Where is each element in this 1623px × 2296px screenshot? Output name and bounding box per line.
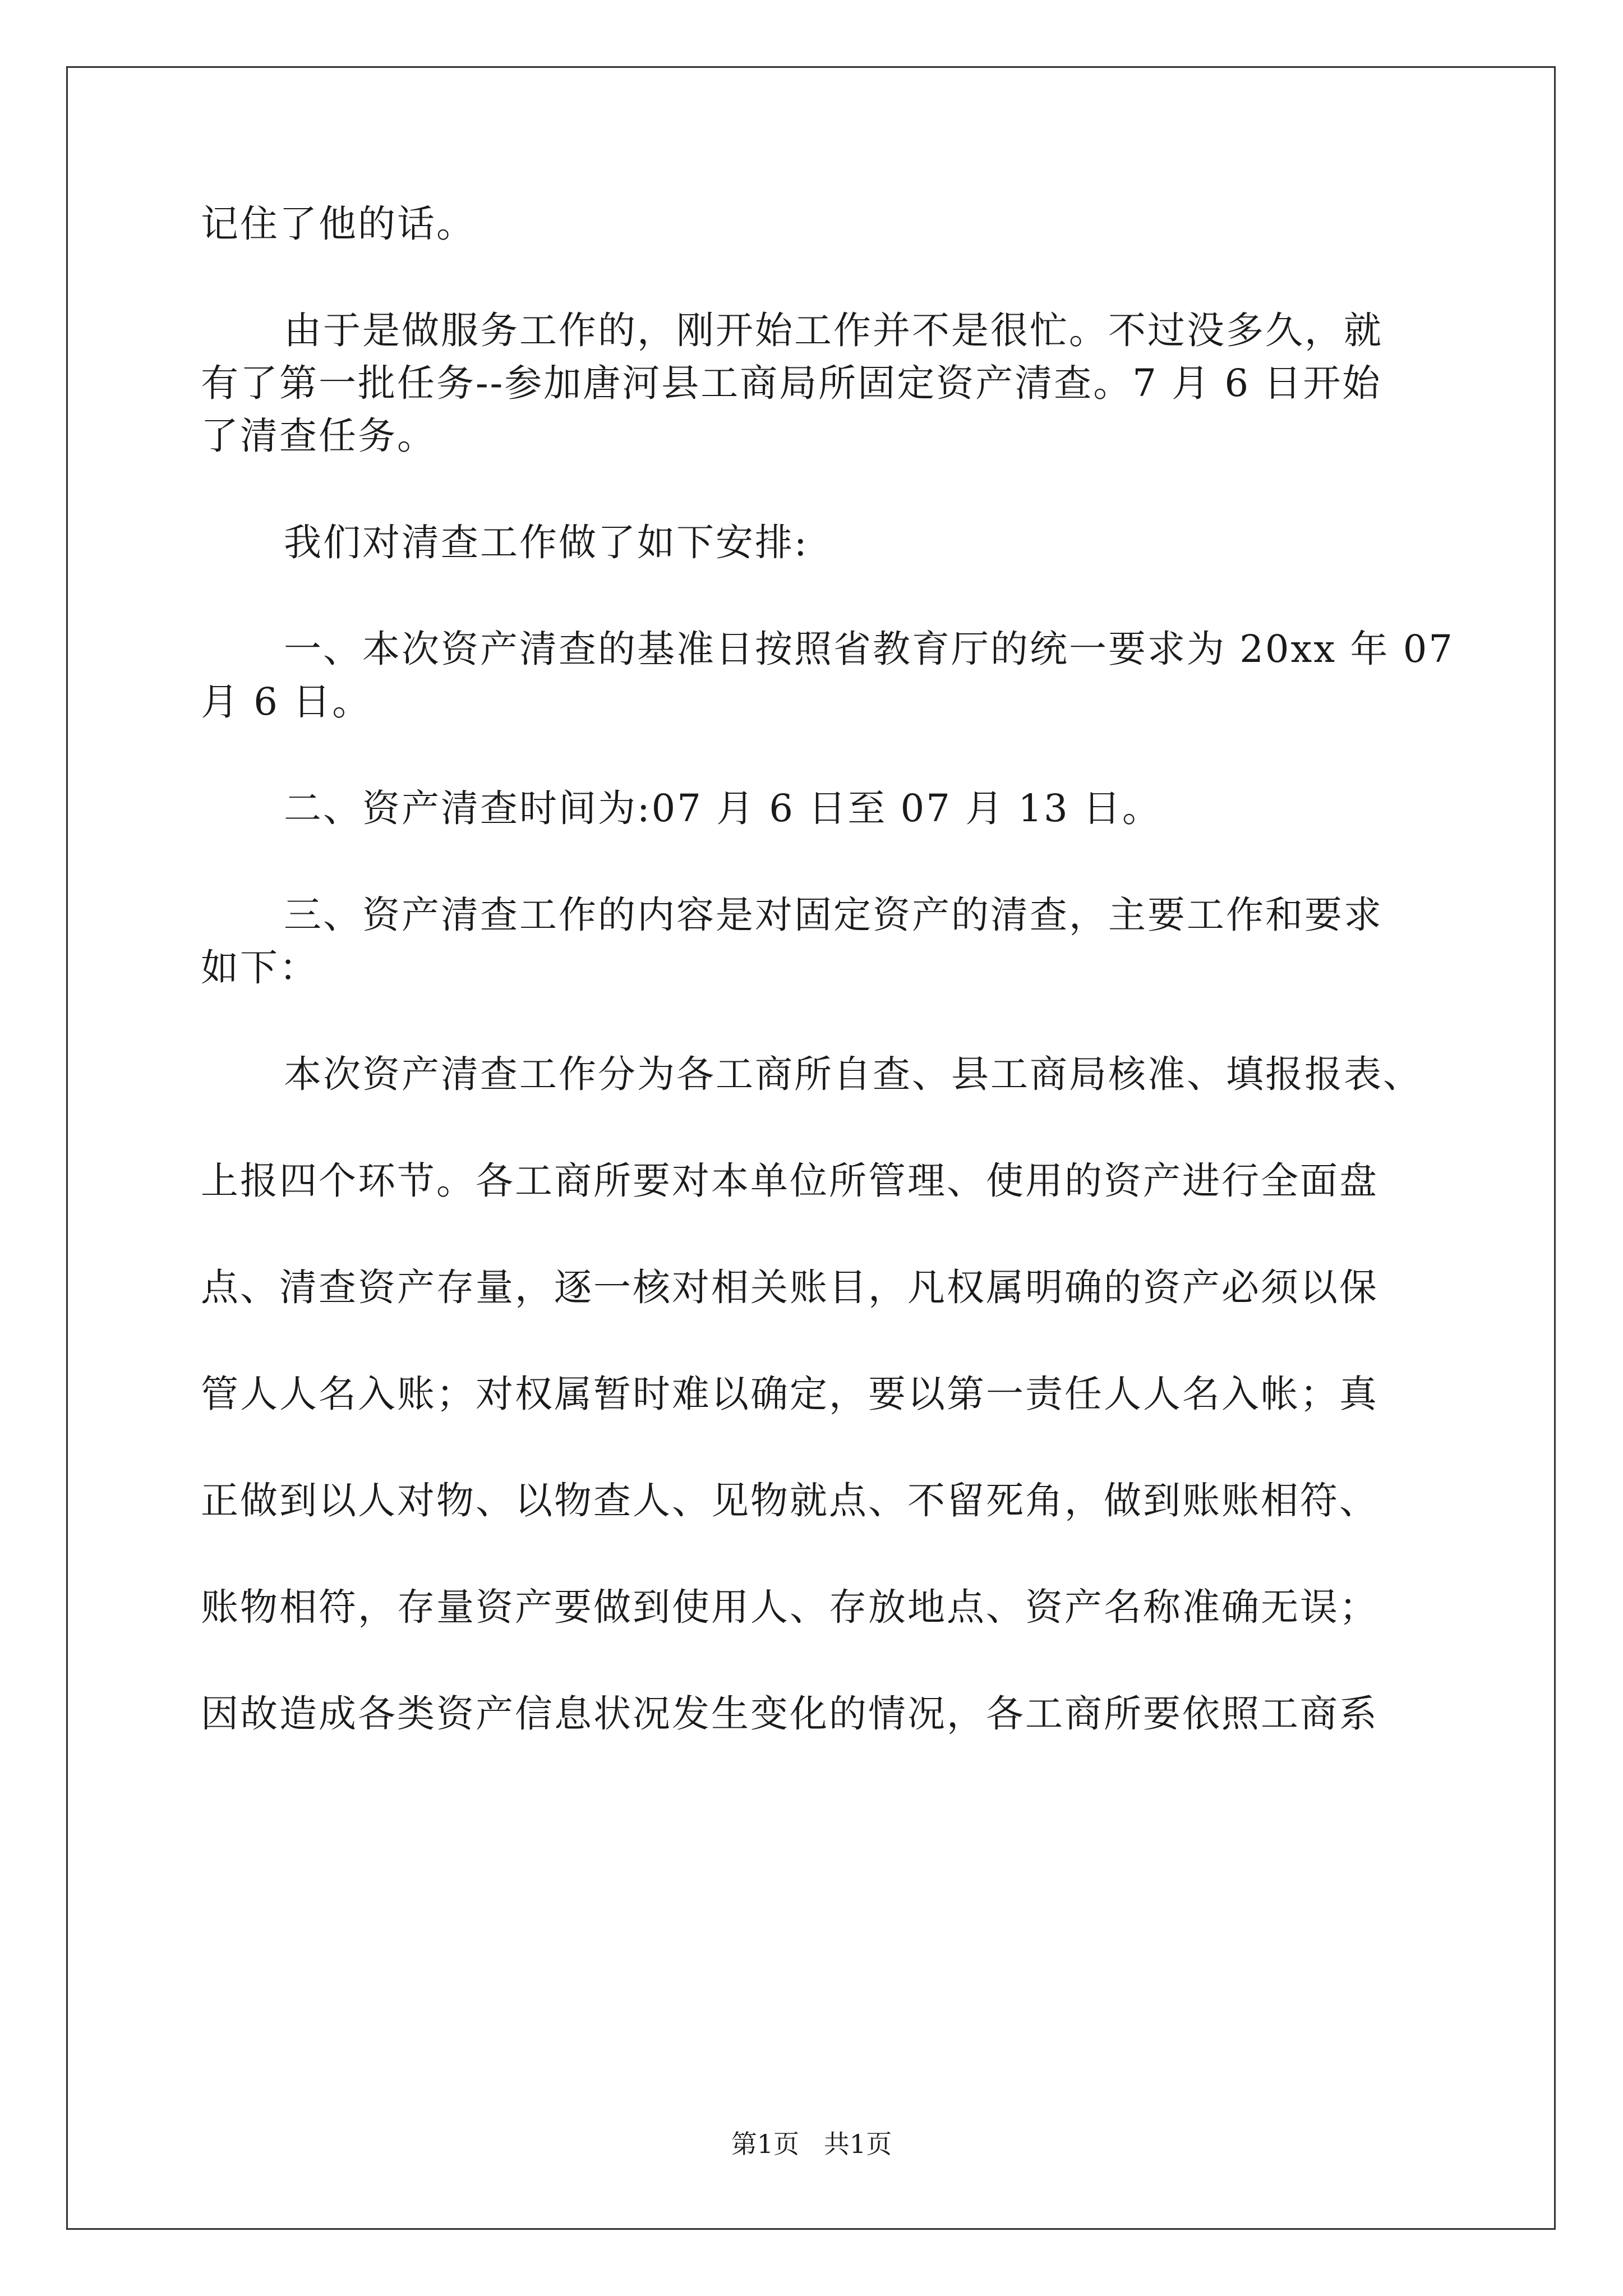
paragraph-line: 有了第一批任务--参加唐河县工商局所固定资产清查。7 月 6 日开始 [201, 361, 1382, 405]
paragraph-line: 因故造成各类资产信息状况发生变化的情况，各工商所要依照工商系 [201, 1692, 1378, 1736]
paragraph-line: 点、清查资产存量，逐一核对相关账目，凡权属明确的资产必须以保 [201, 1266, 1378, 1309]
paragraph-line: 上报四个环节。各工商所要对本单位所管理、使用的资产进行全面盘 [201, 1159, 1378, 1203]
paragraph-line: 一、本次资产清查的基准日按照省教育厅的统一要求为 20xx 年 07 [284, 627, 1454, 671]
document-body [201, 197, 1474, 1740]
paragraph-line: 账物相符，存量资产要做到使用人、存放地点、资产名称准确无误； [201, 1585, 1378, 1629]
paragraph-line: 记住了他的话。 [201, 202, 476, 246]
page-footer: 第1页 共1页 [731, 2129, 892, 2159]
paragraph-line: 如下： [201, 946, 319, 990]
paragraph-line: 二、资产清查时间为:07 月 6 日至 07 月 13 日。 [284, 786, 1162, 830]
paragraph-line: 了清查任务。 [201, 414, 436, 458]
paragraph-line: 本次资产清查工作分为各工商所自查、县工商局核准、填报报表、 [284, 1052, 1422, 1096]
paragraph-line: 正做到以人对物、以物查人、见物就点、不留死角，做到账账相符、 [201, 1479, 1378, 1522]
paragraph-line: 月 6 日。 [201, 680, 372, 724]
paragraph-line: 三、资产清查工作的内容是对固定资产的清查，主要工作和要求 [284, 893, 1383, 937]
paragraph-line: 由于是做服务工作的，刚开始工作并不是很忙。不过没多久，就 [284, 309, 1383, 352]
paragraph-line: 我们对清查工作做了如下安排: [284, 521, 809, 564]
paragraph-line: 管人人名入账；对权属暂时难以确定，要以第一责任人人名入帐；真 [201, 1372, 1378, 1416]
